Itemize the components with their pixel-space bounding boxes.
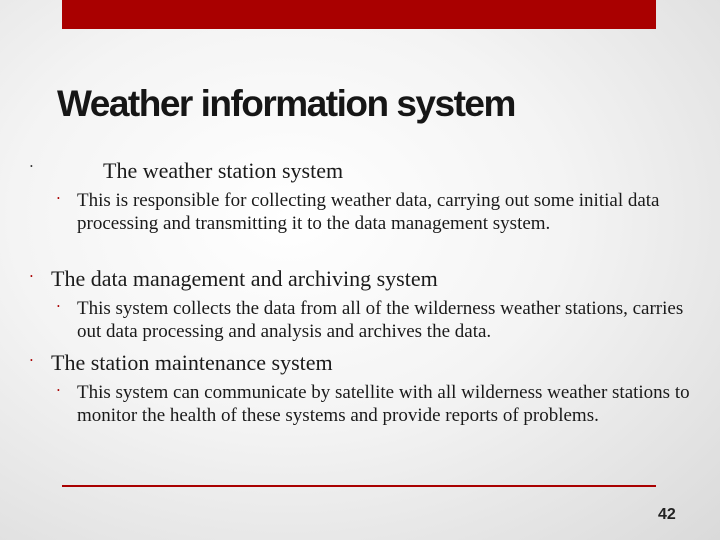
sub-bullet-icon: • [57, 386, 60, 395]
item-detail-station-maintenance: This system can communicate by satellite with all wilderness weather stations to monitor the health of these systems and provide reports of problems. [77, 382, 690, 426]
bullet-icon: • [30, 162, 33, 171]
item-heading-weather-station: The weather station system [103, 158, 344, 183]
item-heading-data-management: The data management and archiving system [51, 266, 438, 291]
item-heading-station-maintenance: The station maintenance system [51, 350, 333, 375]
page-number: 42 [658, 506, 676, 523]
item-detail-weather-station: This is responsible for collecting weather data, carrying out some initial data processing and transmitting it to the data management system. [77, 190, 660, 234]
bullet-icon: • [30, 272, 33, 281]
bottom-divider [62, 485, 656, 487]
sub-bullet-icon: • [57, 302, 60, 311]
sub-bullet-icon: • [57, 194, 60, 203]
bullet-icon: • [30, 356, 33, 365]
slide-title: Weather information system [57, 83, 515, 124]
item-detail-data-management: This system collects the data from all of the wilderness weather stations, carries out data processing and analysis and archives the data. [77, 298, 684, 342]
top-accent-bar [62, 0, 656, 29]
